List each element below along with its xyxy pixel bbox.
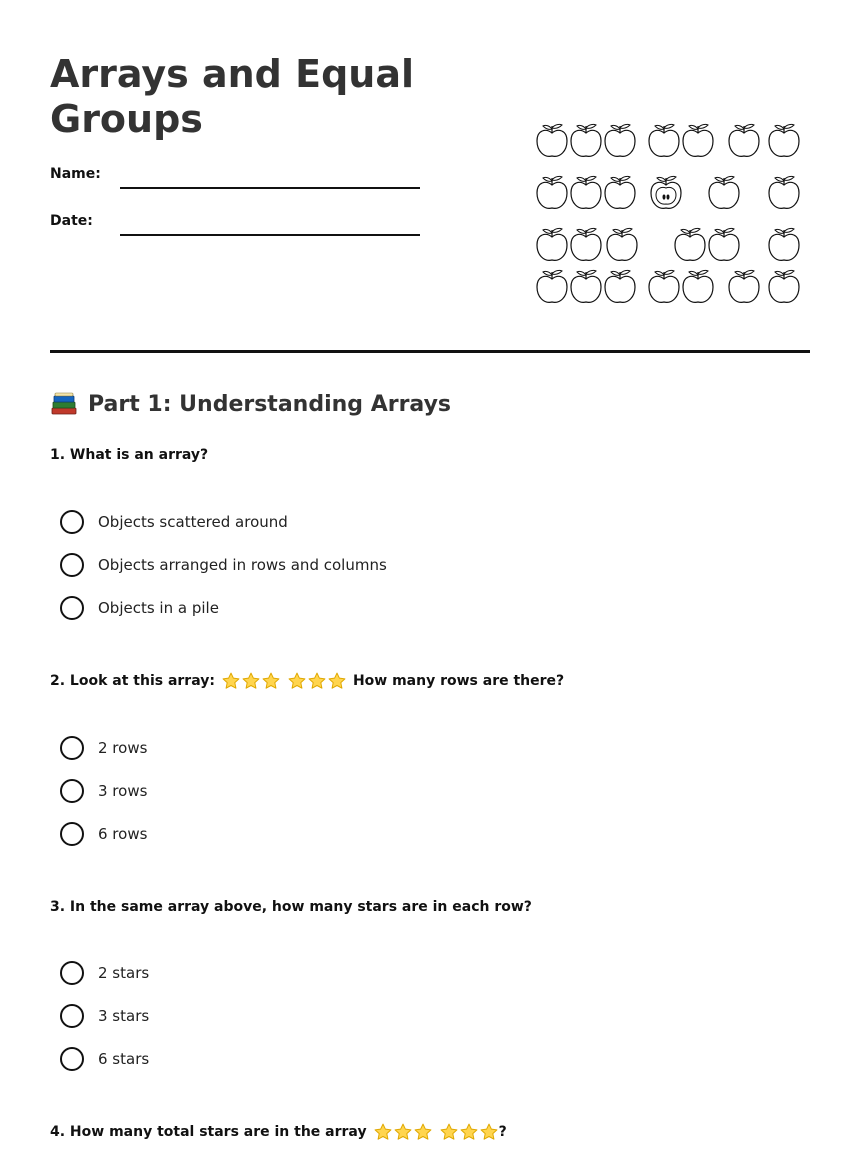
- apple-drawing: [568, 268, 604, 306]
- radio-button[interactable]: [60, 736, 84, 760]
- radio-button[interactable]: [60, 510, 84, 534]
- question-3: [50, 896, 532, 918]
- star-icon: [439, 1122, 459, 1142]
- star-icon: [287, 671, 307, 691]
- radio-button[interactable]: [60, 822, 84, 846]
- apple-drawing: [602, 122, 638, 160]
- name-field[interactable]: [120, 187, 420, 189]
- star-icon: [373, 1122, 393, 1142]
- apple-drawing: [534, 226, 570, 264]
- radio-button[interactable]: [60, 553, 84, 577]
- option-label: 6 stars: [98, 1050, 150, 1068]
- apple-drawing: [680, 268, 716, 306]
- option-label: 3 stars: [98, 1007, 150, 1025]
- apple-drawing: [648, 174, 684, 212]
- apple-drawing: [602, 268, 638, 306]
- star-icon: [459, 1122, 479, 1142]
- section-divider: [50, 350, 810, 353]
- worksheet-title: Arrays and Equal Groups: [50, 52, 414, 141]
- star-icon: [261, 671, 281, 691]
- radio-button[interactable]: [60, 596, 84, 620]
- q1-option-2[interactable]: [60, 552, 387, 578]
- question-2: [50, 670, 564, 692]
- star-icon: [221, 671, 241, 691]
- apple-drawing: [568, 122, 604, 160]
- apple-drawing: [766, 174, 802, 212]
- star-icon: [327, 671, 347, 691]
- q3-option-3[interactable]: [60, 1046, 149, 1072]
- name-label: Name:: [50, 166, 101, 182]
- star-icon: [479, 1122, 499, 1142]
- q2-option-1[interactable]: [60, 735, 147, 761]
- option-label: 3 rows: [98, 782, 148, 800]
- star-icon: [241, 671, 261, 691]
- apple-drawing: [646, 122, 682, 160]
- option-label: 2 rows: [98, 739, 148, 757]
- radio-button[interactable]: [60, 1004, 84, 1028]
- apple-drawing: [534, 268, 570, 306]
- option-label: 6 rows: [98, 825, 148, 843]
- date-label: Date:: [50, 213, 93, 229]
- apple-drawing: [726, 268, 762, 306]
- q2-option-2[interactable]: [60, 778, 147, 804]
- question-2-suffix: How many rows are there?: [352, 673, 565, 689]
- radio-button[interactable]: [60, 961, 84, 985]
- question-3-text: 3. In the same array above, how many stars are in each row?: [50, 899, 532, 915]
- apple-drawing: [766, 268, 802, 306]
- date-field[interactable]: [120, 234, 420, 236]
- radio-button[interactable]: [60, 779, 84, 803]
- apple-drawing: [672, 226, 708, 264]
- apple-drawing: [602, 174, 638, 212]
- question-2-text: 2. Look at this array:: [50, 673, 215, 689]
- star-icon: [307, 671, 327, 691]
- option-label: Objects arranged in rows and columns: [98, 556, 387, 574]
- apple-drawing: [766, 122, 802, 160]
- apple-drawing: [534, 122, 570, 160]
- apple-drawing: [568, 174, 604, 212]
- apple-array-picture: [534, 120, 806, 310]
- question-4: [50, 1121, 507, 1143]
- question-4-text: 4. How many total stars are in the array: [50, 1124, 367, 1140]
- star-array: [373, 1122, 499, 1142]
- apple-drawing: [604, 226, 640, 264]
- apple-drawing: [706, 174, 742, 212]
- q1-option-3[interactable]: [60, 595, 219, 621]
- option-label: Objects scattered around: [98, 513, 288, 531]
- question-1-text: 1. What is an array?: [50, 447, 209, 463]
- apple-drawing: [568, 226, 604, 264]
- apple-drawing: [646, 268, 682, 306]
- question-1: [50, 444, 208, 466]
- apple-drawing: [680, 122, 716, 160]
- part1-heading-text: Part 1: Understanding Arrays: [88, 391, 452, 417]
- question-4-suffix: ?: [498, 1124, 507, 1140]
- q3-option-2[interactable]: [60, 1003, 149, 1029]
- part1-heading: [50, 388, 451, 420]
- q2-option-3[interactable]: [60, 821, 147, 847]
- apple-drawing: [766, 226, 802, 264]
- star-icon: [393, 1122, 413, 1142]
- radio-button[interactable]: [60, 1047, 84, 1071]
- apple-drawing: [706, 226, 742, 264]
- q3-option-1[interactable]: [60, 960, 149, 986]
- apple-drawing: [534, 174, 570, 212]
- star-icon: [413, 1122, 433, 1142]
- option-label: Objects in a pile: [98, 599, 219, 617]
- apple-drawing: [726, 122, 762, 160]
- option-label: 2 stars: [98, 964, 150, 982]
- books-icon: [50, 391, 78, 417]
- q1-option-1[interactable]: [60, 509, 288, 535]
- star-array: [221, 671, 347, 691]
